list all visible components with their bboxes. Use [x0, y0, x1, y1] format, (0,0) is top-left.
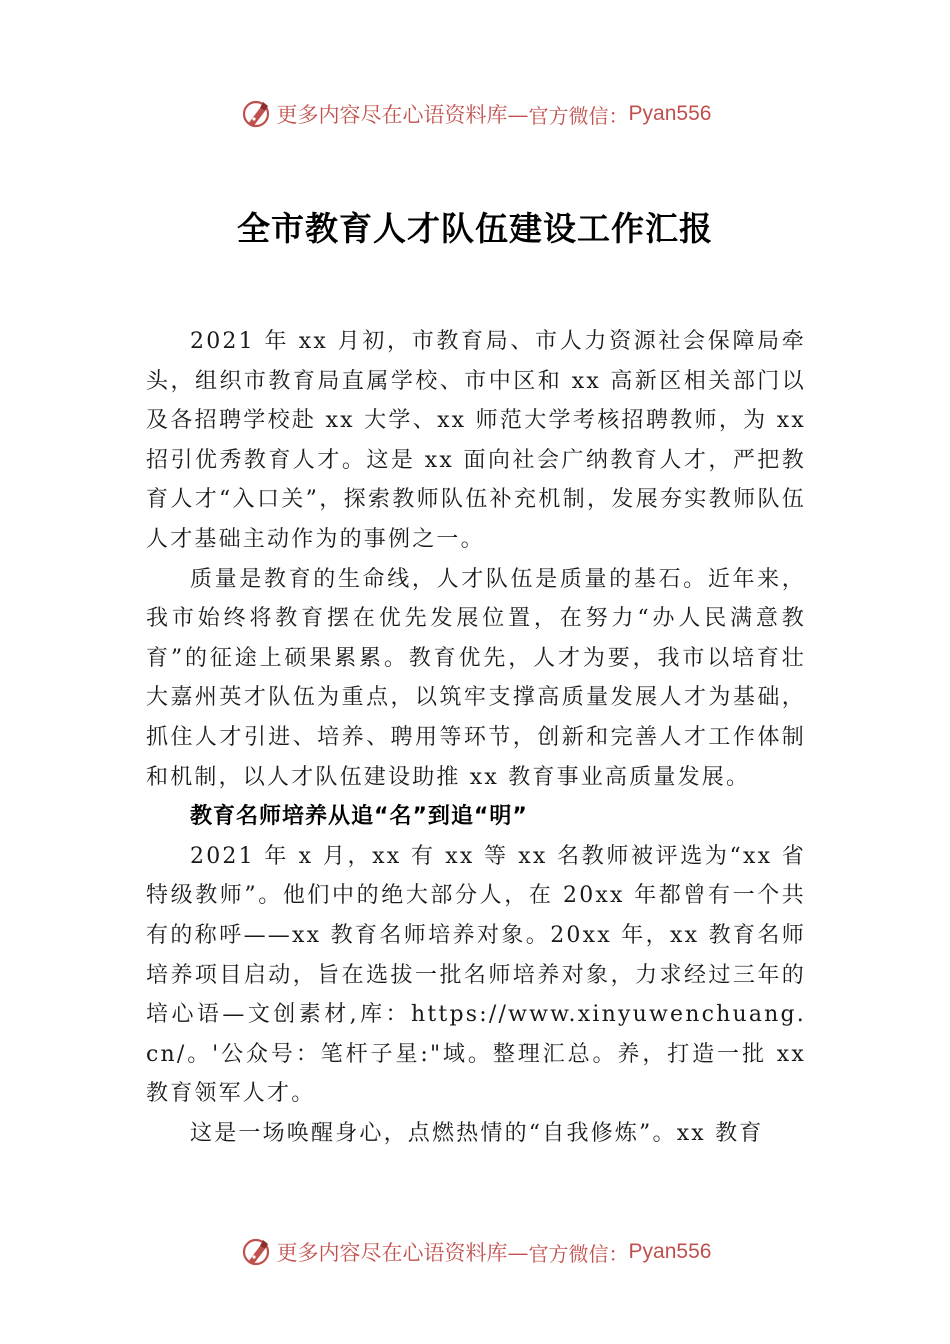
- footer-banner: [0, 1232, 950, 1272]
- pen-nib-logo-icon: [239, 97, 273, 131]
- banner-wechat-id: Pyan556: [628, 1240, 712, 1263]
- document-title: 全市教育人才队伍建设工作汇报: [237, 209, 713, 248]
- section-heading: 教育名师培养从追“名”到追“明”: [190, 804, 528, 830]
- paragraph: 2021 年 xx 月初，市教育局、市人力资源社会保障局牵头，组织市教育局直属学校、市中区和 xx 高新区相关部门以及各招聘学校赴 xx 大学、xx 师范大学考核招聘教师，为 xx 招引优秀教育人才。这是 xx 面向社会广纳教育人才，严把教育人才“入口关”，探索教师队伍补充机制，发展夯实教师队伍人才基础主动作为的事例之一。: [146, 329, 806, 552]
- banner-text: 更多内容尽在心语资料库—: [276, 103, 529, 127]
- banner-text: 更多内容尽在心语资料库—: [276, 1241, 529, 1265]
- paragraph: 质量是教育的生命线，人才队伍是质量的基石。近年来，我市始终将教育摆在优先发展位置，在努力“办人民满意教育”的征途上硕果累累。教育优先，人才为要，我市以培育壮大嘉州英才队伍为重点，以筑牢支撑高质量发展人才为基础，抓住人才引进、培养、聘用等环节，创新和完善人才工作体制和机制，以人才队伍建设助推 xx 教育事业高质量发展。: [146, 566, 806, 790]
- banner-wechat-id: Pyan556: [628, 102, 712, 125]
- header-banner: [0, 94, 950, 134]
- paragraph: 这是一场唤醒身心，点燃热情的“自我修炼”。xx 教育: [190, 1120, 764, 1146]
- paragraph: 2021 年 x 月，xx 有 xx 等 xx 名教师被评选为“xx 省特级教师”。他们中的绝大部分人，在 20xx 年都曾有一个共有的称呼——xx 教育名师培养对象。20xx 年，xx 教育名师培养项目启动，旨在选拔一批名师培养对象，力求经过三年的培心语—文创素材,库：https://www.xinyuwenchuang.cn/。'公众号：笔杆子星:"域。整理汇总。养，打造一批 xx 教育领军人才。: [146, 843, 806, 1107]
- banner-wechat-label: 官方微信：: [528, 103, 629, 128]
- banner-wechat-label: 官方微信：: [528, 1241, 629, 1266]
- pen-nib-logo-icon: [239, 1235, 273, 1269]
- document-body: [146, 322, 806, 1153]
